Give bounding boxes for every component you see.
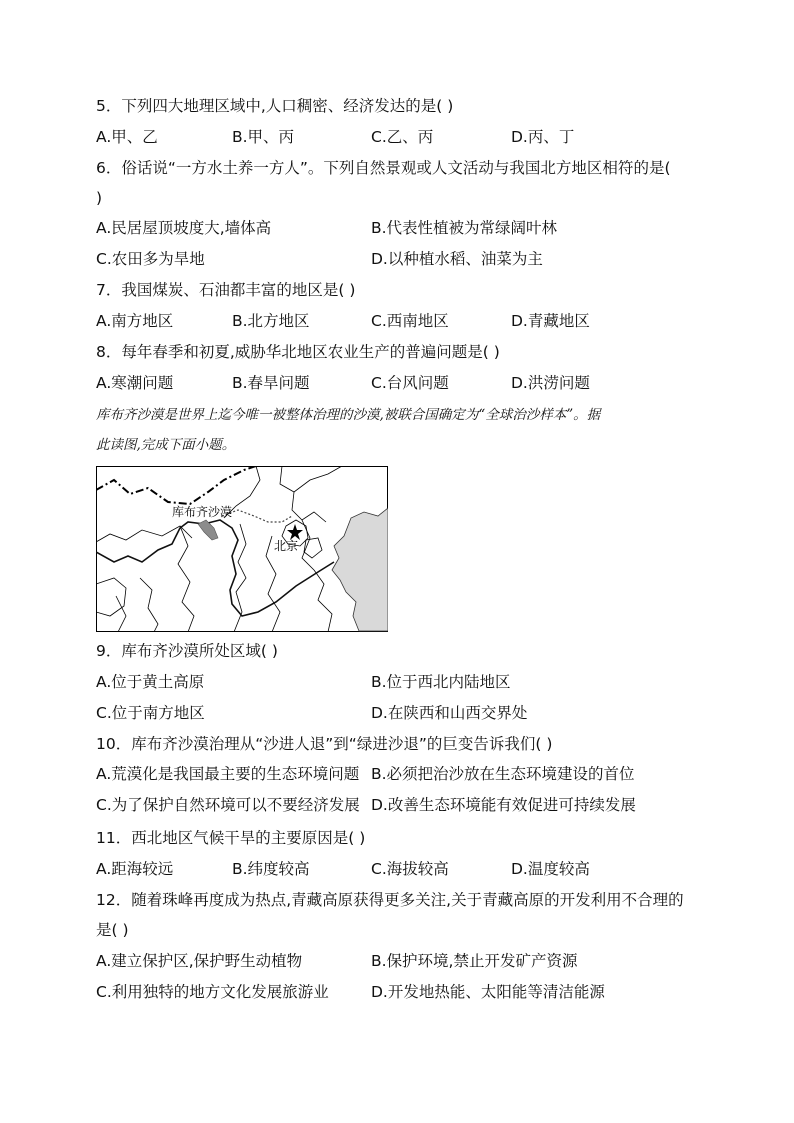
- question-7-stem: [96, 280, 355, 300]
- question-text: 库布齐沙漠治理从“沙进人退”到“绿进沙退”的巨变告诉我们( ): [131, 735, 553, 753]
- q9-option-a: A.位于黄土高原: [96, 673, 205, 691]
- beijing-label: 北京: [274, 539, 299, 553]
- q10-option-c: C.为了保护自然环境可以不要经济发展: [96, 796, 360, 814]
- question-text: 每年春季和初夏,威胁华北地区农业生产的普遍问题是( ): [121, 343, 500, 361]
- q6-option-a: A.民居屋顶坡度大,墙体高: [96, 219, 272, 237]
- q8-option-a: A.寒潮问题: [96, 374, 174, 392]
- desert-label: 库布齐沙漠: [172, 505, 233, 519]
- question-number: 11．: [96, 829, 132, 847]
- q11-option-a: A.距海较远: [96, 860, 174, 878]
- q12-option-a: A.建立保护区,保护野生动植物: [96, 952, 303, 970]
- q5-option-b: B.甲、丙: [232, 128, 295, 146]
- q9-option-c: C.位于南方地区: [96, 704, 205, 722]
- q7-option-b: B.北方地区: [232, 312, 310, 330]
- question-9-stem: [96, 641, 278, 661]
- q11-option-b: B.纬度较高: [232, 860, 310, 878]
- q8-option-b: B.春旱问题: [232, 374, 310, 392]
- question-11-stem: [96, 828, 365, 848]
- q7-option-c: C.西南地区: [371, 312, 449, 330]
- q7-option-d: D.青藏地区: [511, 312, 590, 330]
- question-text: 随着珠峰再度成为热点,青藏高原获得更多关注,关于青藏高原的开发利用不合理的: [131, 891, 684, 909]
- q6-option-d: D.以种植水稻、油菜为主: [371, 250, 543, 268]
- q12-option-d: D.开发地热能、太阳能等清洁能源: [371, 983, 605, 1001]
- question-number: 9．: [96, 642, 122, 660]
- question-6-stem-continued: ): [96, 189, 103, 207]
- material-intro-line-2: 此读图,完成下面小题。: [96, 437, 236, 453]
- question-number: 8．: [96, 343, 122, 361]
- question-6-stem: [96, 158, 671, 178]
- question-12-stem: [96, 890, 684, 910]
- q11-option-d: D.温度较高: [511, 860, 590, 878]
- question-number: 6．: [96, 159, 122, 177]
- question-text: 西北地区气候干旱的主要原因是( ): [131, 829, 366, 847]
- question-text: 俗话说“一方水土养一方人”。下列自然景观或人文活动与我国北方地区相符的是(: [121, 159, 671, 177]
- question-text: 库布齐沙漠所处区域( ): [121, 642, 278, 660]
- question-10-stem: [96, 734, 552, 754]
- q10-option-a: A.荒漠化是我国最主要的生态环境问题: [96, 765, 360, 783]
- q8-option-d: D.洪涝问题: [511, 374, 590, 392]
- q12-option-c: C.利用独特的地方文化发展旅游业: [96, 983, 329, 1001]
- material-intro-line-1: 库布齐沙漠是世界上迄今唯一被整体治理的沙漠,被联合国确定为“全球治沙样本”。据: [96, 407, 601, 423]
- question-12-stem-continued: 是( ): [96, 921, 129, 939]
- q5-option-d: D.丙、丁: [511, 128, 575, 146]
- question-8-stem: [96, 342, 500, 362]
- q12-option-b: B.保护环境,禁止开发矿产资源: [371, 952, 578, 970]
- question-number: 7．: [96, 281, 122, 299]
- q10-option-d: D.改善生态环境能有效促进可持续发展: [371, 796, 636, 814]
- question-number: 12．: [96, 891, 132, 909]
- question-text: 我国煤炭、石油都丰富的地区是( ): [121, 281, 356, 299]
- q9-option-d: D.在陕西和山西交界处: [371, 704, 528, 722]
- q6-option-c: C.农田多为旱地: [96, 250, 205, 268]
- map-graphic: [96, 466, 388, 632]
- q11-option-c: C.海拔较高: [371, 860, 449, 878]
- q10-option-b: B.必须把治沙放在生态环境建设的首位: [371, 765, 635, 783]
- kubuqi-desert-map: [96, 466, 388, 632]
- question-number: 5．: [96, 97, 122, 115]
- q9-option-b: B.位于西北内陆地区: [371, 673, 511, 691]
- q5-option-a: A.甲、乙: [96, 128, 158, 146]
- q6-option-b: B.代表性植被为常绿阔叶林: [371, 219, 558, 237]
- q8-option-c: C.台风问题: [371, 374, 449, 392]
- q7-option-a: A.南方地区: [96, 312, 174, 330]
- question-text: 下列四大地理区域中,人口稠密、经济发达的是( ): [121, 97, 454, 115]
- question-5-stem: [96, 96, 453, 116]
- q5-option-c: C.乙、丙: [371, 128, 434, 146]
- question-number: 10．: [96, 735, 132, 753]
